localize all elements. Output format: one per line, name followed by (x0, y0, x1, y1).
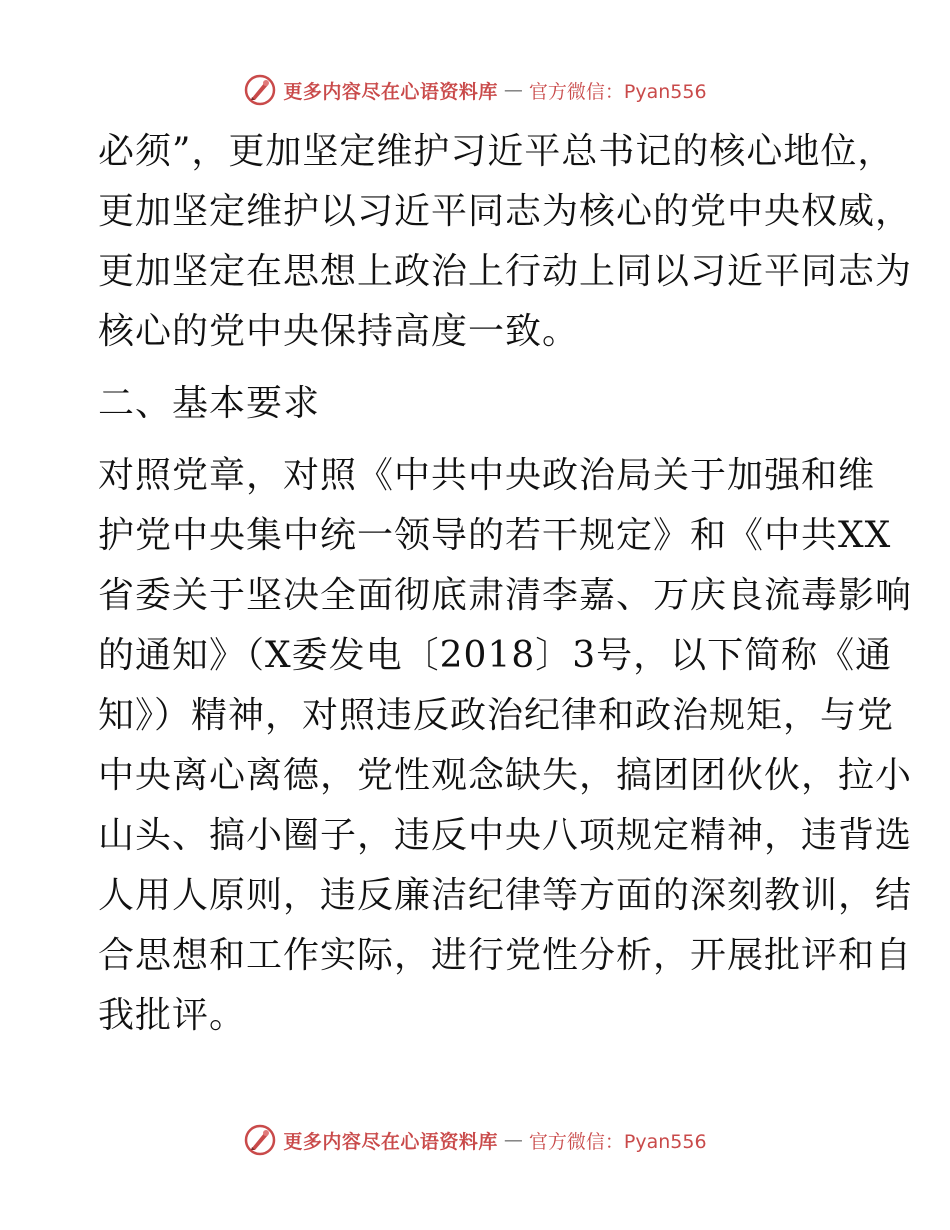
document-body (98, 122, 913, 1046)
banner-separator: — (503, 1129, 523, 1151)
banner-site-text: 更多内容尽在心语资料库 (283, 80, 498, 103)
paragraph-1 (98, 122, 913, 362)
text-line: 必须”，更加坚定维护习近平总书记的核心地位， (98, 131, 895, 172)
footer-banner (0, 1120, 950, 1160)
text-line: 知》）精神，对照违反政治纪律和政治规矩，与党 (98, 695, 895, 736)
text-line: 对照党章，对照《中共中央政治局关于加强和维 (98, 455, 876, 496)
text-line: 省委关于坚决全面彻底肃清李嘉、万庆良流毒影响 (98, 575, 913, 616)
text-line: 核心的党中央保持高度一致。 (98, 311, 580, 352)
header-banner (0, 70, 950, 110)
text-line: 中央离心离德，党性观念缺失，搞团团伙伙，拉小 (98, 755, 913, 796)
text-line: 山头、搞小圈子，违反中央八项规定精神，违背选 (98, 815, 913, 856)
text-line: 的通知》（X委发电〔2018〕3号，以下简称《通 (98, 635, 893, 676)
quill-pen-logo-icon (243, 1123, 277, 1157)
banner-separator: — (503, 79, 523, 101)
banner-site-text: 更多内容尽在心语资料库 (283, 1130, 498, 1153)
text-line: 我批评。 (98, 995, 247, 1036)
banner-wechat-text: 官方微信：Pyan556 (528, 1130, 707, 1153)
text-line: 人用人原则，违反廉洁纪律等方面的深刻教训，结 (98, 875, 913, 916)
text-line: 护党中央集中统一领导的若干规定》和《中共XX (98, 515, 892, 556)
banner-wechat-text: 官方微信：Pyan556 (528, 80, 707, 103)
section-heading: 二、基本要求 (98, 383, 321, 424)
paragraph-2 (98, 446, 913, 1046)
text-line: 更加坚定在思想上政治上行动上同以习近平同志为 (98, 251, 913, 292)
text-line: 合思想和工作实际，进行党性分析，开展批评和自 (98, 935, 913, 976)
text-line: 更加坚定维护以习近平同志为核心的党中央权威， (98, 191, 913, 232)
quill-pen-logo-icon (243, 73, 277, 107)
